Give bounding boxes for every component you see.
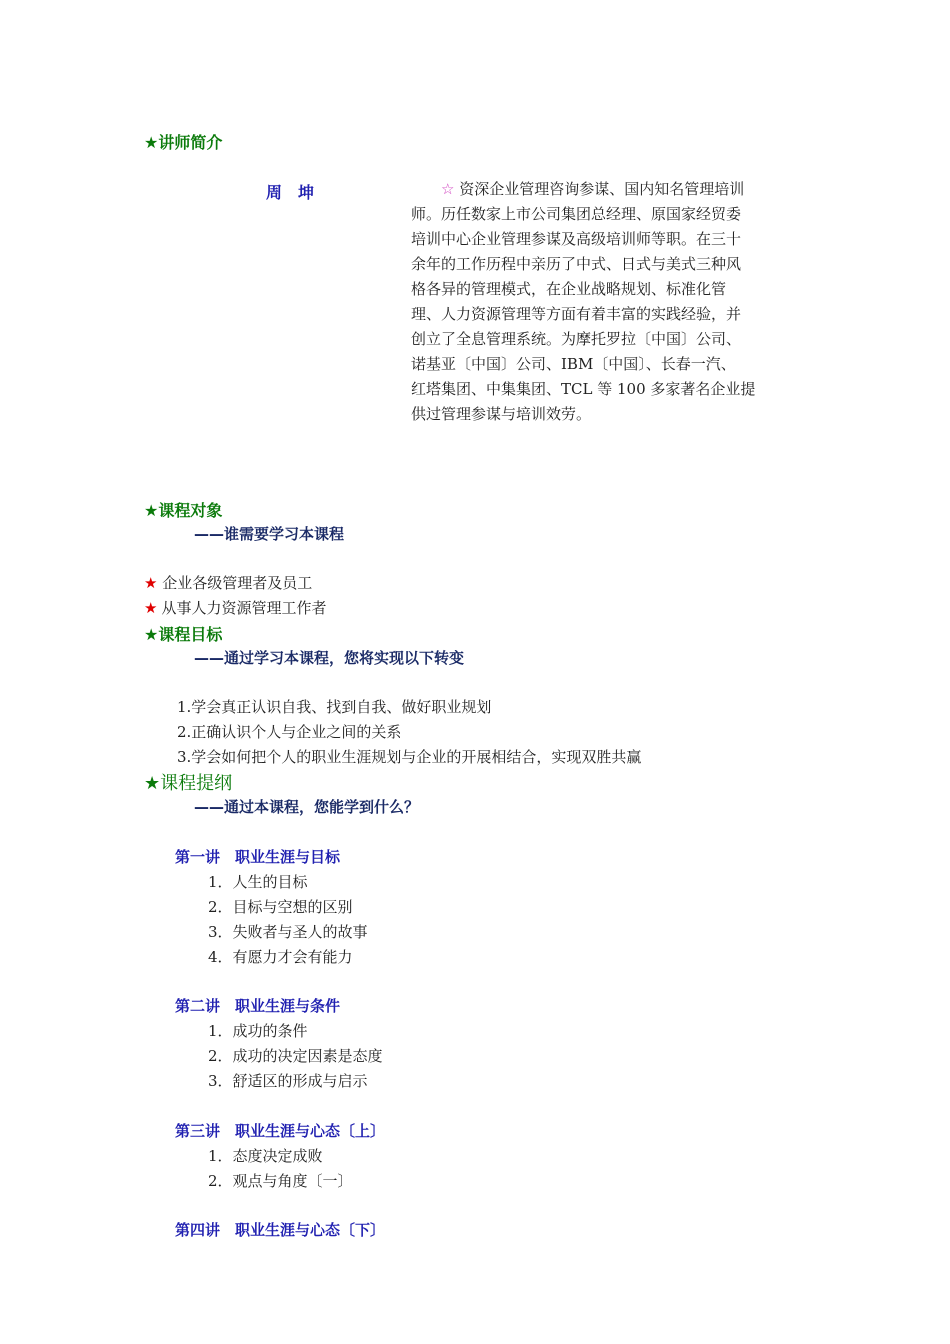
list-item: 1．成功的条件 xyxy=(208,1022,308,1040)
bio-line: ☆ 资深企业管理咨询参谋、国内知名管理培训 xyxy=(441,180,745,198)
section-heading-audience: ★课程对象 xyxy=(144,501,223,520)
list-item: 4．有愿力才会有能力 xyxy=(208,948,353,966)
bio-line: 红塔集团、中集集团、TCL 等 100 多家著名企业提 xyxy=(411,380,756,398)
list-item: 3.学会如何把个人的职业生涯规划与企业的开展相结合，实现双胜共赢 xyxy=(177,748,642,766)
section-heading-outline: ★课程提纲 xyxy=(144,773,233,794)
lecture-title: 第一讲 职业生涯与目标 xyxy=(175,848,341,866)
list-item: 3．舒适区的形成与启示 xyxy=(208,1072,368,1090)
bio-line: 创立了全息管理系统。为摩托罗拉〔中国〕公司、 xyxy=(411,330,742,348)
star-icon: ★ xyxy=(144,599,158,617)
lecture-title: 第二讲 职业生涯与条件 xyxy=(175,997,341,1015)
section-subheading-audience: ——谁需要学习本课程 xyxy=(194,525,345,543)
list-item: 2．成功的决定因素是态度 xyxy=(208,1047,383,1065)
lecture-title: 第四讲 职业生涯与心态〔下〕 xyxy=(175,1221,386,1239)
star-outline-icon: ☆ xyxy=(441,180,455,198)
section-subheading-outline: ——通过本课程，您能学到什么？ xyxy=(194,798,420,816)
list-item: ★ 从事人力资源管理工作者 xyxy=(144,599,327,617)
lecturer-bio xyxy=(411,177,786,427)
list-item: 2．目标与空想的区别 xyxy=(208,898,353,916)
section-heading-goals: ★课程目标 xyxy=(144,625,223,644)
star-icon: ★ xyxy=(144,574,158,592)
bio-line: 培训中心企业管理参谋及高级培训师等职。在三十 xyxy=(411,230,742,248)
list-item: 3．失败者与圣人的故事 xyxy=(208,923,368,941)
list-item: 1．态度决定成败 xyxy=(208,1147,323,1165)
bio-line: 理、人力资源管理等方面有着丰富的实践经验，并 xyxy=(411,305,742,323)
lecturer-name: 周 坤 xyxy=(266,183,315,202)
bio-line: 师。历任数家上市公司集团总经理、原国家经贸委 xyxy=(411,205,742,223)
bio-line: 诺基亚〔中国〕公司、IBM〔中国〕、长春一汽、 xyxy=(411,355,736,373)
list-item: 2.正确认识个人与企业之间的关系 xyxy=(177,723,402,741)
lecture-title: 第三讲 职业生涯与心态〔上〕 xyxy=(175,1122,386,1140)
section-subheading-goals: ——通过学习本课程，您将实现以下转变 xyxy=(194,649,465,667)
bio-line: 格各异的管理模式，在企业战略规划、标准化管 xyxy=(411,280,727,298)
list-item: 1.学会真正认识自我、找到自我、做好职业规划 xyxy=(177,698,492,716)
bio-line: 供过管理参谋与培训效劳。 xyxy=(411,405,592,423)
list-item: ★ 企业各级管理者及员工 xyxy=(144,574,313,592)
bio-line: 余年的工作历程中亲历了中式、日式与美式三种风 xyxy=(411,255,742,273)
list-item: 1．人生的目标 xyxy=(208,873,308,891)
list-item: 2．观点与角度〔一〕 xyxy=(208,1172,353,1190)
section-heading-lecturer: ★讲师简介 xyxy=(144,133,223,152)
